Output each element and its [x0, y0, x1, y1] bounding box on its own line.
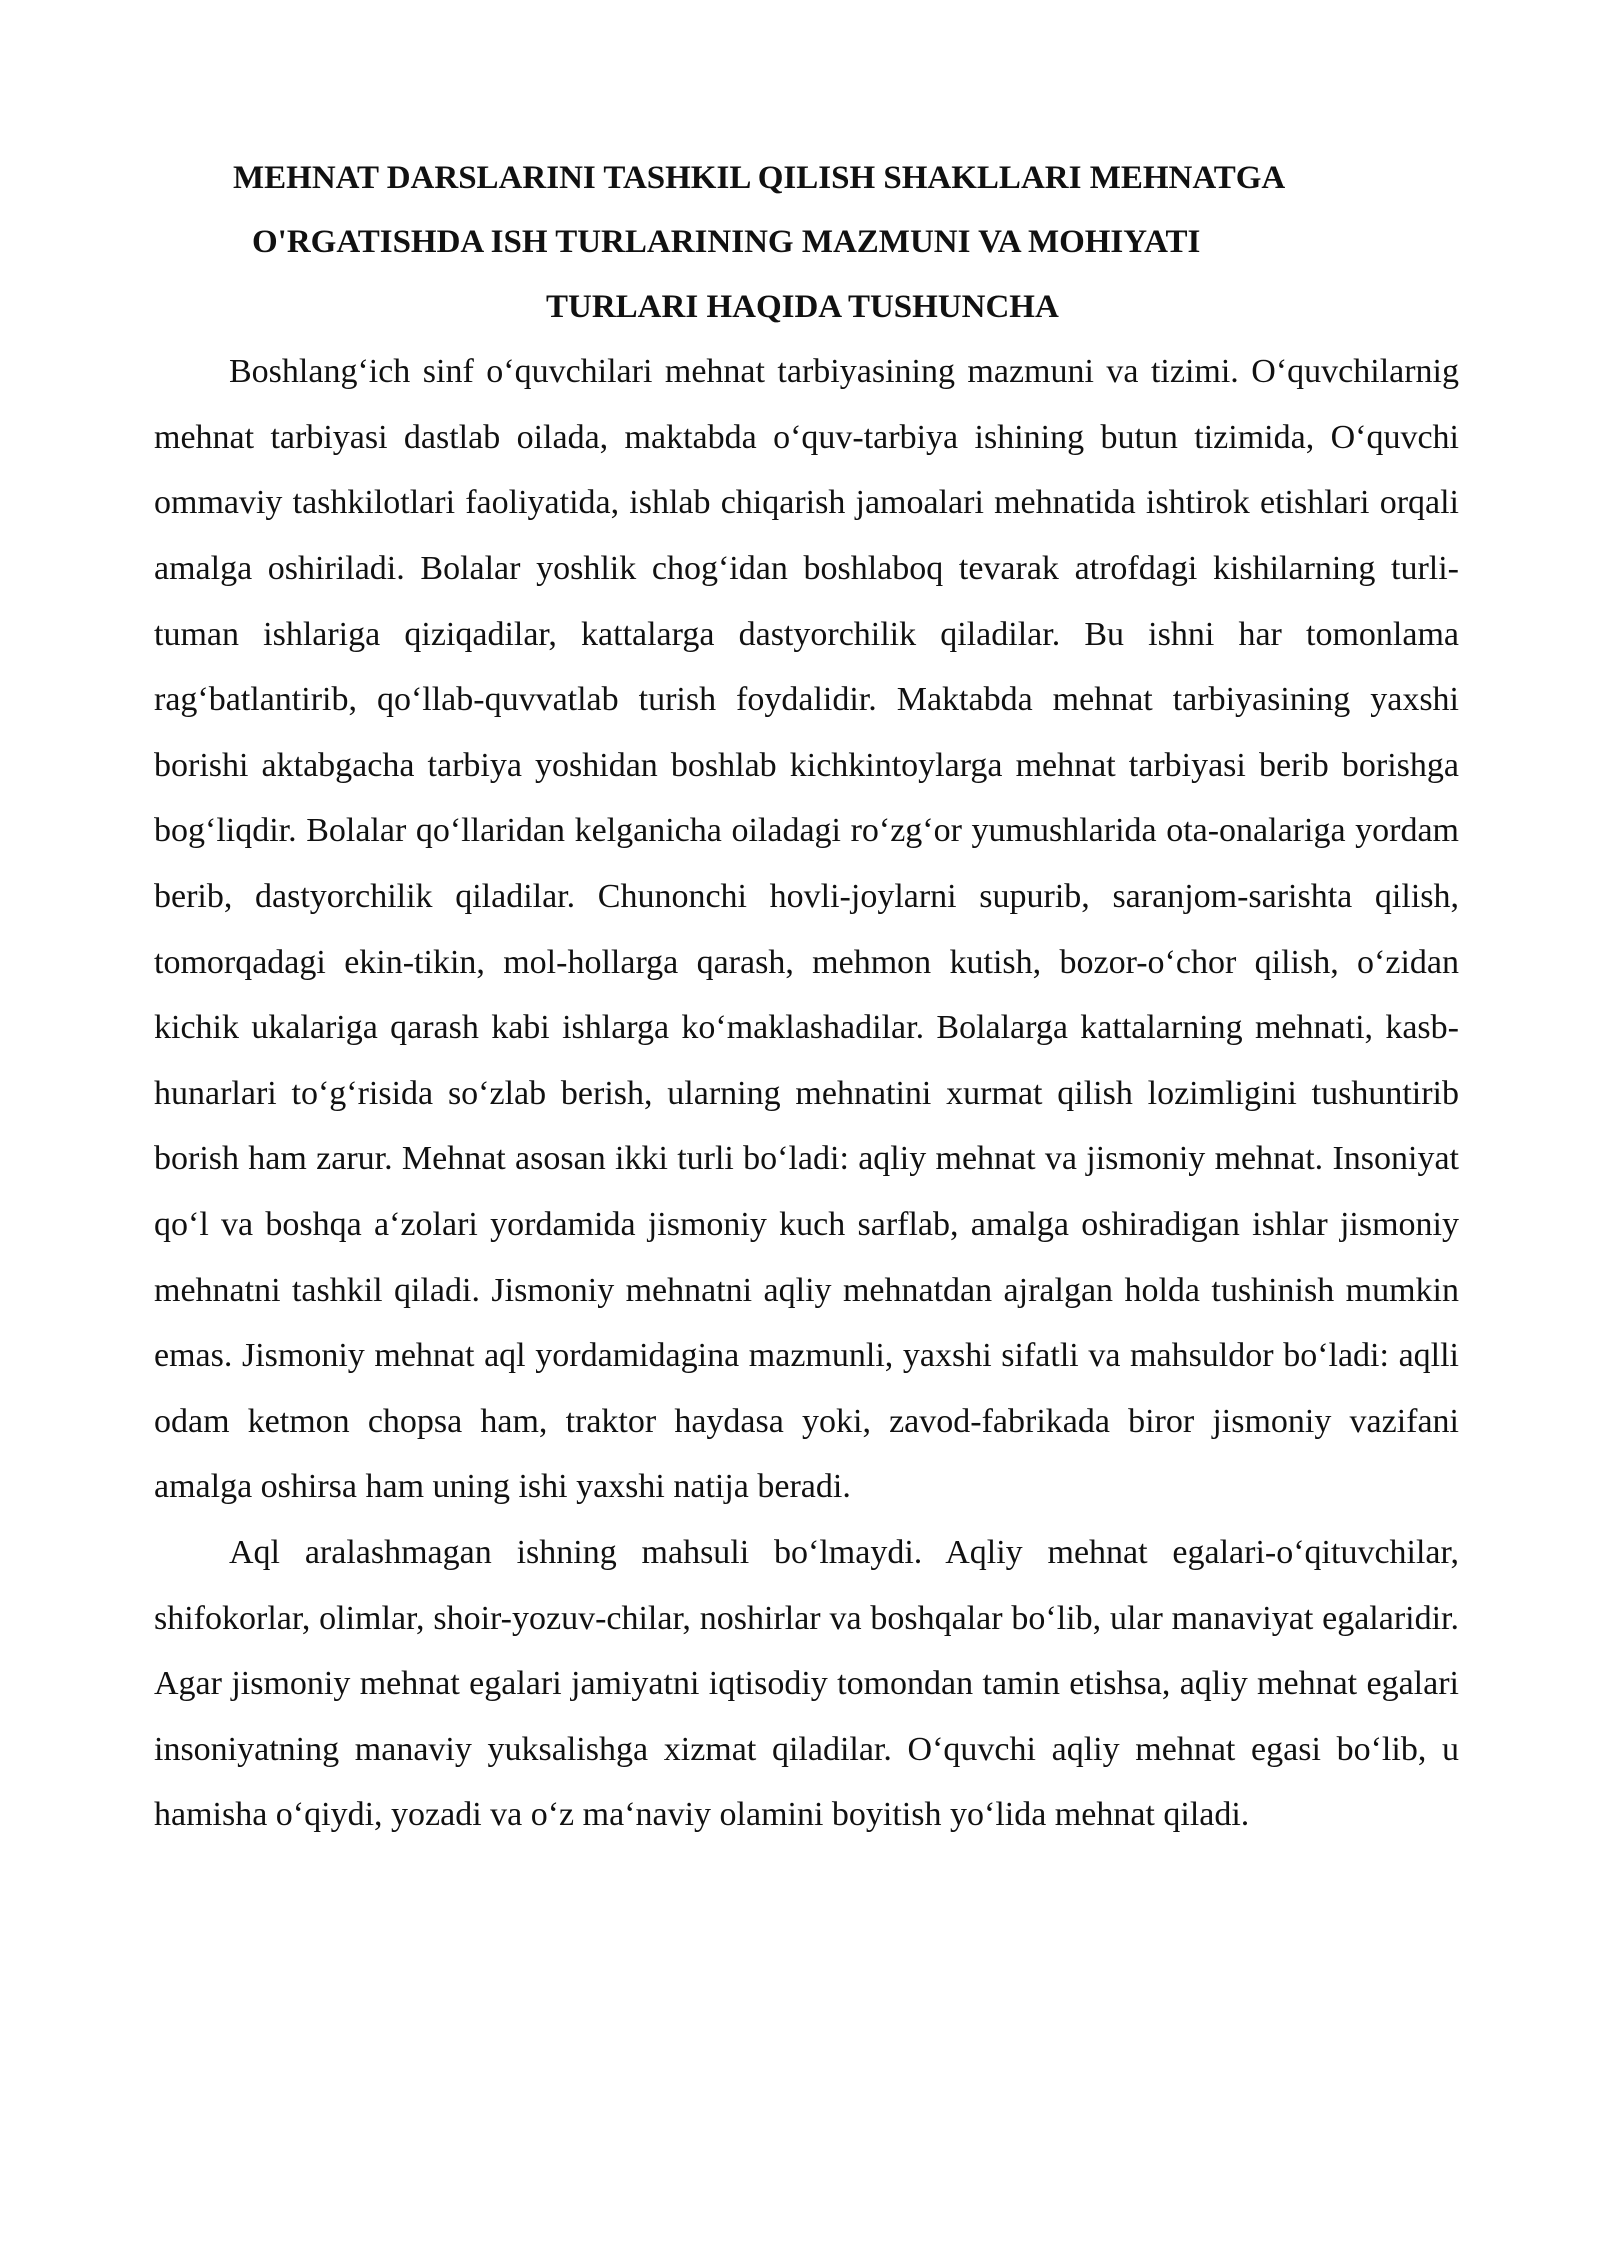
- title-line-2: O'RGATISHDA ISH TURLARINING MAZMUNI VA MOHIYATI: [252, 224, 1201, 261]
- title-line-1: MEHNAT DARSLARINI TASHKIL QILISH SHAKLLARI MEHNATGA: [233, 160, 1286, 196]
- title-line-3: TURLARI HAQIDA TUSHUNCHA: [546, 288, 1059, 325]
- paragraph-2: Aql aralashmagan ishning mahsuli bo‘lmaydi. Aqliy mehnat egalari-o‘qituvchilar, shifokorlar, olimlar, shoir-yozuv-chilar, noshirlar va boshqalar bo‘lib, ular manaviyat egalaridir. Agar jismoniy mehnat egalari jamiyatni iqtisodiy tomondan tamin etishsa, aqliy mehnat egalari insoniyatning manaviy yuksalishga xizmat qiladilar. O‘quvchi aqliy mehnat egasi bo‘lib, u hamisha o‘qiydi, yozadi va o‘z ma‘naviy olamini boyitish yo‘lida mehnat qiladi.: [154, 1533, 1459, 1834]
- document-body: [154, 146, 1459, 1848]
- document-title: [154, 146, 1459, 339]
- paragraph-1: Boshlang‘ich sinf o‘quvchilari mehnat tarbiyasining mazmuni va tizimi. O‘quvchilarnig mehnat tarbiyasi dastlab oilada, maktabda o‘quv-tarbiya ishining butun tizimida, O‘quvchi ommaviy tashkilotlari faoliyatida, ishlab chiqarish jamoalari mehnatida ishtirok etishlari orqali amalga oshiriladi. Bolalar yoshlik chog‘idan boshlaboq tevarak atrofdagi kishilarning turli-tuman ishlariga qiziqadilar, kattalarga dastyorchilik qiladilar. Bu ishni har tomonlama rag‘batlantirib, qo‘llab-quvvatlab turish foydalidir. Maktabda mehnat tarbiyasining yaxshi borishi aktabgacha tarbiya yoshidan boshlab kichkintoylarga mehnat tarbiyasi berib borishga bog‘liqdir. Bolalar qo‘llaridan kelganicha oiladagi ro‘zg‘or yumushlarida ota-onalariga yordam berib, dastyorchilik qiladilar. Chunonchi hovli-joylarni supurib, saranjom-sarishta qilish, tomorqadagi ekin-tikin, mol-hollarga qarash, mehmon kutish, bozor-o‘chor qilish, o‘zidan kichik ukalariga qarash kabi ishlarga ko‘maklashadilar. Bolalarga kattalarning mehnati, kasb-hunarlari to‘g‘risida so‘zlab berish, ularning mehnatini xurmat qilish lozimligini tushuntirib borish ham zarur. Mehnat asosan ikki turli bo‘ladi: aqliy mehnat va jismoniy mehnat. Insoniyat qo‘l va boshqa a‘zolari yordamida jismoniy kuch sarflab, amalga oshiradigan ishlar jismoniy mehnatni tashkil qiladi. Jismoniy mehnatni aqliy mehnatdan ajralgan holda tushinish mumkin emas. Jismoniy mehnat aql yordamidagina mazmunli, yaxshi sifatli va mahsuldor bo‘ladi: aqlli odam ketmon chopsa ham, traktor haydasa yoki, zavod-fabrikada biror jismoniy vazifani amalga oshirsa ham uning ishi yaxshi natija beradi.: [154, 353, 1459, 1506]
